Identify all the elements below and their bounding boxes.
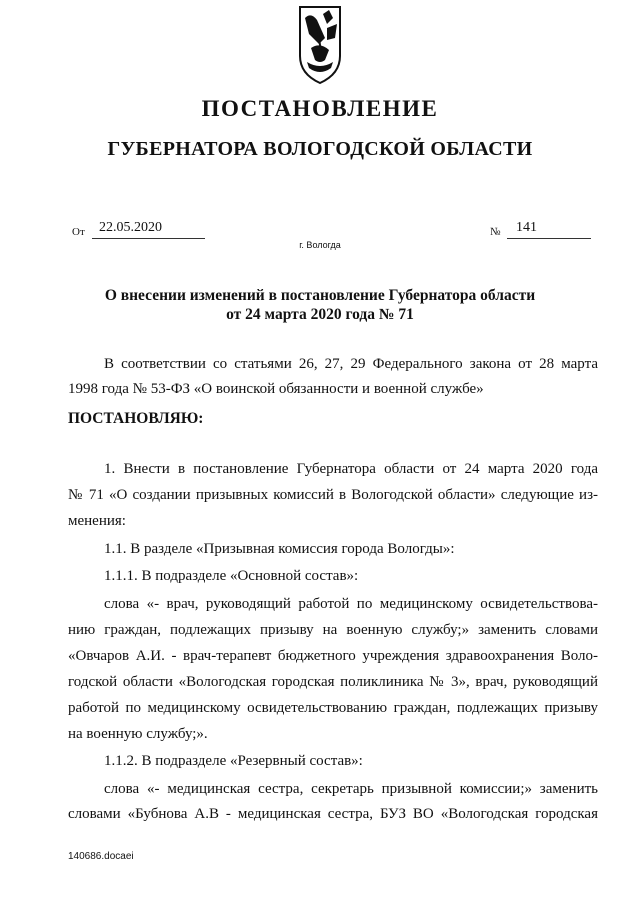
body-line: 1. Внести в постановление Губернатора области от 24 марта 2020 года (104, 461, 598, 477)
document-date: 22.05.2020 (99, 220, 162, 235)
document-title: ПОСТАНОВЛЕНИЕ (201, 96, 439, 121)
body-line: № 71 «О создании призывных комиссий в Вологодской области» следующие из- (68, 487, 598, 503)
preamble-line-2: 1998 года № 53-ФЗ «О воинской обязанности и военной службе» (68, 381, 484, 397)
date-prefix: От (72, 226, 85, 238)
body-line: слова «- медицинская сестра, секретарь призывной комиссии;» заменить (104, 781, 598, 797)
body-line: слова «- врач, руководящий работой по медицинскому освидетельствова- (104, 596, 598, 612)
decree-word: ПОСТАНОВЛЯЮ: (68, 410, 204, 427)
body-line: 1.1. В разделе «Призывная комиссия города Вологды»: (104, 541, 455, 557)
body-line: менения: (68, 513, 126, 529)
document-subtitle: ГУБЕРНАТОРА ВОЛОГОДСКОЙ ОБЛАСТИ (107, 138, 533, 160)
body-line: 1.1.1. В подразделе «Основной состав»: (104, 568, 359, 584)
body-line: годской области «Вологодская городская поликлиника № 3», врач, руководящий (68, 674, 598, 690)
document-number: 141 (516, 220, 537, 235)
heading-line-1: О внесении изменений в постановление Губернатора области (104, 287, 536, 304)
body-line: 1.1.2. В подразделе «Резервный состав»: (104, 753, 363, 769)
footer-filename: 140686.docaei (68, 851, 134, 862)
body-line: «Овчаров А.И. - врач-терапевт бюджетного учреждения здравоохранения Воло- (68, 648, 598, 664)
coat-of-arms-emblem (297, 4, 343, 86)
city-label: г. Вологда (299, 240, 341, 250)
number-prefix: № (490, 226, 501, 238)
preamble-line-1: В соответствии со статьями 26, 27, 29 Федерального закона от 28 марта (104, 356, 598, 372)
heading-line-2: от 24 марта 2020 года № 71 (226, 306, 414, 323)
body-line: на военную службу;». (68, 726, 208, 742)
body-line: словами «Бубнова А.В - медицинская сестра, БУЗ ВО «Вологодская городская (68, 806, 598, 822)
body-line: нию граждан, подлежащих призыву на военную службу;» заменить словами (68, 622, 598, 638)
body-line: работой по медицинскому освидетельствованию граждан, подлежащих призыву (68, 700, 598, 716)
